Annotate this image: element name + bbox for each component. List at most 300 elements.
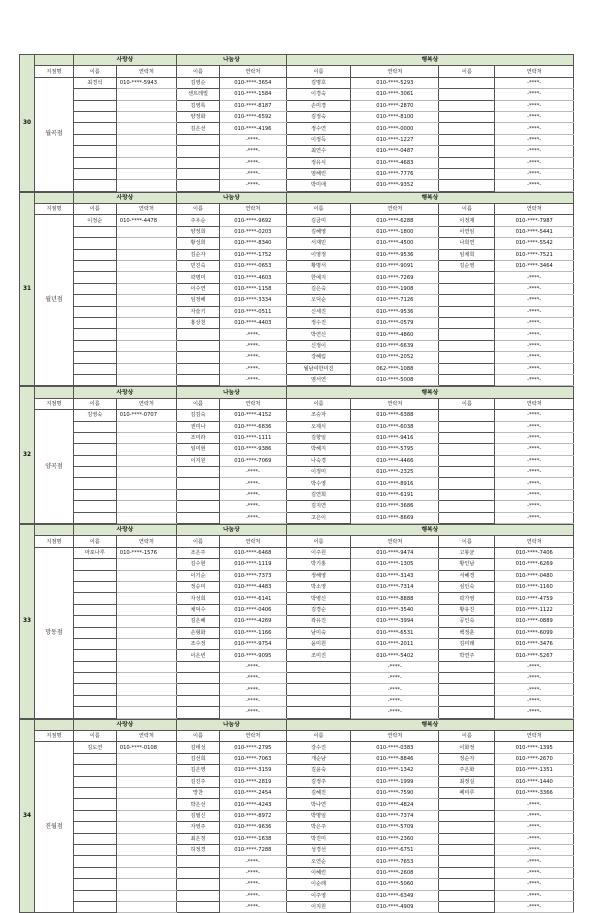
phone-cell [116,512,176,523]
name-cell: 조미라 [177,432,220,443]
name-cell [439,799,495,810]
name-cell: 신정이 [286,340,351,351]
name-cell [73,776,116,787]
phone-cell: -****- [351,673,439,684]
header-name: 이름 [286,731,351,742]
name-cell [73,604,116,615]
phone-cell: 010-****-2325 [351,467,439,478]
phone-cell [116,100,176,111]
header-name: 이름 [439,536,495,547]
header-phone: 연락처 [220,536,287,547]
name-cell: 고은이 [286,512,351,523]
group-sarang: 사랑상 [73,387,176,398]
header-branch: 지점명 [35,398,74,409]
header-branch: 지점명 [35,536,74,547]
name-cell [177,134,220,145]
name-cell: 김향일 [286,432,351,443]
name-cell [73,593,116,604]
name-cell: 자슬기 [177,306,220,317]
name-cell [73,123,116,134]
table-row [20,180,574,191]
name-cell: 백정훈 [439,627,495,638]
group-haengbok: 행복상 [286,55,573,66]
name-cell [439,180,495,191]
name-cell: 김영숙 [73,410,116,421]
phone-cell: -****- [495,410,574,421]
name-cell [439,410,495,421]
group-nanum: 나눔상 [177,55,287,66]
name-cell [439,295,495,306]
table-row [20,421,574,432]
name-cell [73,295,116,306]
name-cell: 망찬 [177,788,220,799]
phone-cell: 010-****-0511 [220,306,287,317]
name-cell [439,100,495,111]
phone-cell: 010-****-5441 [495,226,574,237]
phone-cell: 010-****-6388 [351,410,439,421]
name-cell [286,684,351,695]
name-cell: 조승자 [286,410,351,421]
phone-cell: 010-****-0653 [220,261,287,272]
name-cell: 손형화 [177,627,220,638]
table-row [20,467,574,478]
name-cell: 이정득 [286,134,351,145]
phone-cell: -****- [495,317,574,328]
phone-cell: 010-****-4683 [351,157,439,168]
phone-cell: 010-****-9416 [351,432,439,443]
name-cell: 고봉균 [439,547,495,558]
name-cell [286,661,351,672]
phone-cell: 010-****-2608 [351,867,439,878]
phone-cell: -****- [351,707,439,718]
phone-cell: -****- [495,352,574,363]
name-cell: 박기홍 [286,559,351,570]
branch-block [19,719,574,913]
phone-cell [116,272,176,283]
table-row [20,77,574,88]
header-name: 이름 [439,731,495,742]
name-cell: 김은혜 [177,616,220,627]
phone-cell [116,111,176,122]
name-cell: 권미나 [177,421,220,432]
name-cell: 윤미원 [286,638,351,649]
name-cell [439,352,495,363]
phone-cell: 010-****-1166 [220,627,287,638]
phone-cell: -****- [495,833,574,844]
name-cell: 염해린 [286,168,351,179]
header-phone: 연락처 [351,731,439,742]
name-cell: 남미숙 [286,627,351,638]
branch-name: 월년점 [35,215,74,386]
phone-cell [116,650,176,661]
name-cell: 정수진 [286,317,351,328]
phone-cell: -****- [220,180,287,191]
name-cell [73,627,116,638]
phone-cell: -****- [495,467,574,478]
name-cell [439,901,495,912]
phone-cell [116,627,176,638]
name-cell [439,810,495,821]
phone-cell: -****- [351,661,439,672]
phone-cell: 010-****-5008 [351,374,439,385]
name-cell [439,306,495,317]
phone-cell: -****- [495,856,574,867]
phone-cell: 010-****-7069 [220,455,287,466]
name-cell [73,180,116,191]
header-phone: 연락처 [220,731,287,742]
phone-cell: -****- [495,478,574,489]
table-row [20,478,574,489]
header-phone: 연락처 [351,204,439,215]
phone-cell: 010-****-5709 [351,822,439,833]
phone-cell [116,329,176,340]
phone-cell: -****- [495,844,574,855]
name-cell: 오제식 [286,421,351,432]
name-cell: 곽유진 [286,616,351,627]
phone-cell [116,890,176,901]
phone-cell [116,501,176,512]
name-cell: 이정미 [286,467,351,478]
phone-cell: 010-****-1122 [495,604,574,615]
name-cell: 개순남 [286,753,351,764]
table-row [20,753,574,764]
phone-cell: -****- [220,478,287,489]
branch-name: 망동점 [35,547,74,718]
phone-cell: 010-****-7269 [351,272,439,283]
name-cell [177,180,220,191]
name-cell [73,317,116,328]
table-row [20,867,574,878]
phone-cell: 010-****-7406 [495,547,574,558]
phone-cell: -****- [220,501,287,512]
name-cell [177,879,220,890]
phone-cell: -****- [495,901,574,912]
group-sarang: 사랑상 [73,525,176,536]
table-row [20,410,574,421]
name-cell [177,695,220,706]
name-cell [177,363,220,374]
branch-name: 양곡점 [35,410,74,524]
header-branch: 지점명 [35,66,74,77]
name-cell: 강혜림 [286,352,351,363]
table-row [20,776,574,787]
phone-cell: 010-****-1752 [220,249,287,260]
phone-cell: 010-****-6592 [220,111,287,122]
phone-cell: 010-****-7776 [351,168,439,179]
name-cell: 주은화 [439,765,495,776]
name-cell [177,501,220,512]
phone-cell: -****- [495,799,574,810]
phone-cell: -****- [220,134,287,145]
phone-cell [116,810,176,821]
header-phone: 연락처 [495,66,574,77]
name-cell [73,363,116,374]
phone-cell: 010-****-1342 [351,765,439,776]
phone-cell [116,844,176,855]
name-cell [73,570,116,581]
name-cell: 이순래 [286,879,351,890]
phone-cell: 010-****-3540 [351,604,439,615]
table-row [20,146,574,157]
phone-cell: 010-****-6269 [495,559,574,570]
name-cell [73,810,116,821]
name-cell: 이정순 [73,215,116,226]
name-cell: 주우순 [177,215,220,226]
name-cell: 허정경 [177,844,220,855]
phone-cell: 010-****-7374 [351,810,439,821]
phone-cell [116,123,176,134]
phone-cell: -****- [495,822,574,833]
phone-cell: -****- [495,306,574,317]
name-cell: 마포나루 [73,547,116,558]
phone-cell: 010-****-0579 [351,317,439,328]
name-cell [73,856,116,867]
table-row [20,295,574,306]
block-number: 30 [20,55,35,192]
header-name: 이름 [439,66,495,77]
phone-cell: -****- [495,867,574,878]
table-row [20,684,574,695]
table-row [20,822,574,833]
phone-cell: -****- [220,157,287,168]
name-cell: 정유식 [286,157,351,168]
name-cell: 이지원 [286,901,351,912]
phone-cell: -****- [495,340,574,351]
phone-cell: -****- [495,695,574,706]
name-cell [439,77,495,88]
name-cell: 정수연 [286,123,351,134]
name-cell: 서혜경 [439,570,495,581]
phone-cell: -****- [495,168,574,179]
phone-cell: 010-****-8916 [351,478,439,489]
name-cell: 박소영 [286,581,351,592]
phone-cell [116,901,176,912]
phone-cell: 010-****-9352 [351,180,439,191]
phone-cell: 010-****-6288 [351,215,439,226]
phone-cell: -****- [495,432,574,443]
phone-cell [116,833,176,844]
phone-cell: 010-****-1999 [351,776,439,787]
name-cell [73,478,116,489]
phone-cell: 010-****-5542 [495,238,574,249]
name-cell [177,901,220,912]
table-row [20,844,574,855]
name-cell [73,261,116,272]
name-cell: 이지원 [177,455,220,466]
phone-cell [116,168,176,179]
phone-cell: 010-****-1160 [495,581,574,592]
name-cell: 김정숙 [286,111,351,122]
name-cell [439,489,495,500]
table-row [20,593,574,604]
table-row [20,879,574,890]
header-phone: 연락처 [220,204,287,215]
branch-block [19,386,574,524]
phone-cell [116,340,176,351]
header-phone: 연락처 [351,398,439,409]
phone-cell [116,249,176,260]
header-name: 이름 [286,398,351,409]
name-cell: 김김숙 [177,410,220,421]
phone-cell: -****- [220,707,287,718]
name-cell: 박진미 [286,833,351,844]
name-cell: 성경선 [286,844,351,855]
phone-cell: 010-****-4824 [351,799,439,810]
phone-cell: -****- [495,661,574,672]
table-row [20,501,574,512]
phone-cell: 010-****-0203 [220,226,287,237]
header-name: 이름 [73,536,116,547]
name-cell: 오연순 [286,856,351,867]
table-row [20,123,574,134]
phone-cell [116,673,176,684]
phone-cell [116,559,176,570]
name-cell: 월남여한미진 [286,363,351,374]
phone-cell [116,604,176,615]
phone-cell: -****- [351,695,439,706]
name-cell [73,421,116,432]
header-name: 이름 [73,398,116,409]
name-cell [286,707,351,718]
name-cell [73,822,116,833]
phone-cell: -****- [495,707,574,718]
name-cell [439,444,495,455]
name-cell: 김윤숙 [286,765,351,776]
name-cell [73,581,116,592]
table-row [20,272,574,283]
phone-cell: 010-****-8100 [351,111,439,122]
name-cell [439,374,495,385]
name-cell: 박병신 [286,593,351,604]
name-cell: 이정재 [439,215,495,226]
name-cell: 김태성 [177,742,220,753]
phone-cell [116,684,176,695]
phone-cell [116,306,176,317]
phone-cell: 010-****-9474 [351,547,439,558]
table-row [20,444,574,455]
name-cell [73,695,116,706]
table-row [20,432,574,443]
name-cell: 김진주 [177,776,220,787]
name-cell: 김영록 [177,100,220,111]
group-haengbok: 행복상 [286,719,573,730]
phone-cell: -****- [495,489,574,500]
phone-cell: 010-****-7063 [220,753,287,764]
name-cell [439,661,495,672]
name-cell [439,478,495,489]
table-row [20,638,574,649]
phone-cell: 010-****-7373 [220,570,287,581]
phone-cell: 010-****-0487 [351,146,439,157]
group-nanum: 나눔상 [177,525,287,536]
name-cell [439,844,495,855]
phone-cell: -****- [220,867,287,878]
phone-cell [116,765,176,776]
name-cell: 김수현 [177,559,220,570]
name-cell [177,329,220,340]
phone-cell [116,421,176,432]
phone-cell [116,799,176,810]
phone-cell: 010-****-6531 [351,627,439,638]
name-cell: 홍상천 [177,317,220,328]
name-cell [177,867,220,878]
phone-cell [116,478,176,489]
group-nanum: 나눔상 [177,192,287,203]
phone-cell: 010-****-4269 [220,616,287,627]
table-row [20,238,574,249]
name-cell [73,673,116,684]
name-cell: 나희연 [439,238,495,249]
name-cell: 황명서 [286,261,351,272]
table-row [20,616,574,627]
name-cell: 염서연 [286,374,351,385]
phone-cell: 010-****-0480 [495,570,574,581]
name-cell: 김지연 [286,501,351,512]
phone-cell: 010-****-8846 [351,753,439,764]
phone-cell: 010-****-5795 [351,444,439,455]
header-name: 이름 [177,66,220,77]
table-row [20,547,574,558]
name-cell [73,901,116,912]
branch-name: 진월점 [35,742,74,913]
name-cell: 김필신 [177,810,220,821]
table-row [20,799,574,810]
name-cell: 박나연 [286,799,351,810]
phone-cell: -****- [220,489,287,500]
table-row [20,89,574,100]
table-row [20,581,574,592]
name-cell [73,134,116,145]
name-cell: 자성희 [177,593,220,604]
phone-cell: 010-****-4759 [495,593,574,604]
name-cell: 자영주 [177,822,220,833]
name-cell [439,146,495,157]
table-row [20,788,574,799]
name-cell [177,467,220,478]
phone-cell: 010-****-1800 [351,226,439,237]
phone-cell: 010-****-6836 [220,421,287,432]
name-cell: 김순영 [439,261,495,272]
phone-cell: 010-****-1111 [220,432,287,443]
phone-cell: 010-****-1395 [495,742,574,753]
phone-cell: -****- [495,272,574,283]
phone-cell: 010-****-9636 [220,822,287,833]
phone-cell: 010-****-6349 [351,890,439,901]
phone-cell: -****- [495,501,574,512]
table-row [20,261,574,272]
phone-cell [116,695,176,706]
phone-cell: 010-****-4243 [220,799,287,810]
header-name: 이름 [177,731,220,742]
name-cell: 나숙경 [286,455,351,466]
block-number: 32 [20,387,35,524]
name-cell [177,512,220,523]
header-name: 이름 [73,66,116,77]
name-cell [73,329,116,340]
phone-cell: 010-****-0383 [351,742,439,753]
phone-cell: 010-****-0000 [351,123,439,134]
phone-cell [116,238,176,249]
branch-block [19,54,574,192]
table-row [20,134,574,145]
phone-cell: 010-****-2670 [495,753,574,764]
phone-cell: 010-****-1351 [495,765,574,776]
table-row [20,650,574,661]
phone-cell [116,374,176,385]
name-cell: 김은선 [177,123,220,134]
name-cell [73,707,116,718]
name-cell: 이주원 [286,547,351,558]
